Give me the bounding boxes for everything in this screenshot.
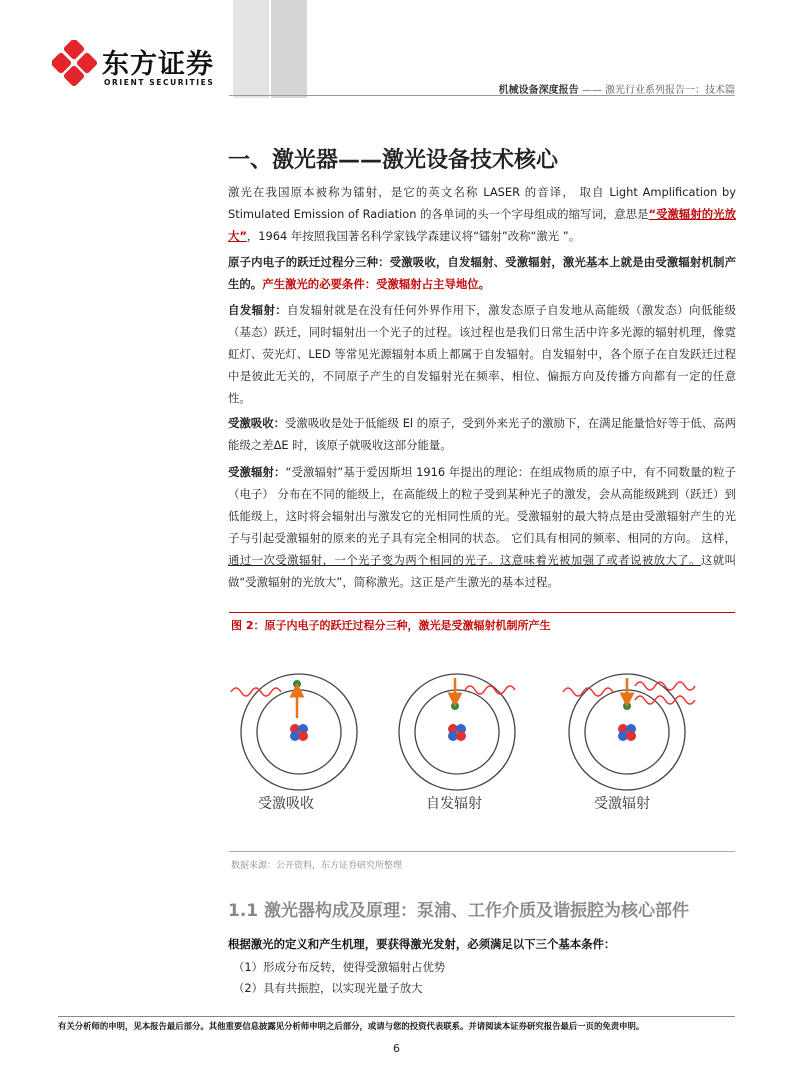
nucleus-icon [618,724,636,741]
atom-spontaneous [399,674,515,790]
report-type: 机械设备深度报告 [498,85,579,96]
key-point-text: 原子内电子的跃迁过程分三种：受激吸收，自发辐射、受激辐射，激光基本上就是由受激辐射机制产生的。 [228,255,736,291]
page-number: 6 [393,1042,400,1055]
stimulated-label: 受激辐射： [228,465,286,479]
company-logo [52,40,222,100]
paragraph-stimulated-emission [228,461,736,593]
absorption-text: 受激吸收是处于低能级 El 的原子，受到外来光子的激励下，在满足能量恰好等于低、高两能级之差ΔE 时，该原子就吸收这部分能量。 [228,416,736,452]
spontaneous-label: 自发辐射： [228,303,288,317]
stimulated-underline: 通过一次受激辐射，一个光子变为两个相同的光子。这意味着光被加强了或者说被放大了。 [228,553,701,567]
key-point-condition: 产生激光的必要条件：受激辐射占主导地位。 [262,277,491,291]
footer-divider [58,1016,735,1017]
electron-icon [451,702,459,710]
logo-text-en: ORIENT SECURITIES [104,78,215,87]
header-deco-bar [233,0,269,98]
paragraph-intro [228,181,736,247]
intro-text-end: ，1964 年按照我国著名科学家钱学森建议将“镭射”改称“激光 ”。 [246,229,581,243]
stimulated-text: “受激辐射”基于爱因斯坦 1916 年提出的理论：在组成物质的原子中，有不同数量的粒子（电子） 分布在不同的能级上，在高能级上的粒子受到某种光子的激发，会从高能级跳到（跃迁）到低能级上，这时将会辐射出与激发它的光相同性质的光。受激辐射的最大特点是由受激辐射产生的光子与引起受激辐射的原来的光子具有完全相同的状态。 它们具有相同的频率、相同的方向。 这样， [228,465,736,545]
label-stimulated: 受激辐射 [594,796,650,812]
electron-icon [623,702,631,710]
header-title [499,81,735,96]
condition-item: （2）具有共振腔，以实现光量子放大 [233,981,423,995]
intro-highlight: “受激辐射的光放大” [228,207,736,243]
figure-source: 数据来源：公开资料，东方证券研究所整理 [231,861,403,871]
figure-top-rule [229,612,735,613]
spontaneous-text: 自发辐射就是在没有任何外界作用下，激发态原子自发地从高能级（激发态）向低能级（基态）跃迁，同时辐射出一个光子的过程。该过程也是我们日常生活中许多光源的辐射机理，像霓虹灯、荧光灯、LED 等常见光源辐射本质上都属于自发辐射。自发辐射中，各个原子在自发跃迁过程中是彼此无关的，不同原子产生的自发辐射光在频率、相位、偏振方向及传播方向都有一定的任意性。 [228,303,736,405]
intro-text: 激光在我国原本被称为镭射，是它的英文名称 LASER 的音译， 取自 Light Amplification by Stimulated Emission of Radiation 的各单词的头一个字母组成的缩写词，意思是 [228,185,736,221]
atom-absorption [231,674,357,790]
label-spontaneous: 自发辐射 [426,796,482,812]
header-divider [229,95,735,96]
photon-wave-icon [231,688,281,696]
condition-item: （1）形成分布反转，使得受激辐射占优势 [233,960,446,974]
header-separator: —— [581,85,602,96]
subsection-title: 1.1 激光器构成及原理：泵浦、工作介质及谐振腔为核心部件 [228,901,690,921]
nucleus-icon [290,724,308,741]
logo-text-cn: 东方证券 [102,49,214,80]
series-title: 激光行业系列报告一：技术篇 [605,85,735,96]
photon-wave-icon [635,696,695,704]
footer-disclaimer: 有关分析师的申明，见本报告最后部分。其他重要信息披露见分析师申明之后部分，或请与您的投资代表联系。并请阅读本证券研究报告最后一页的免责申明。 [58,1021,645,1031]
absorption-label: 受激吸收： [228,416,286,430]
header-deco-bar [271,0,307,98]
nucleus-icon [448,724,466,741]
section-title: 一、激光器——激光设备技术核心 [228,148,559,173]
atom-stimulated [563,674,695,790]
logo-mark-icon [52,40,98,86]
figure-title: 图 2：原子内电子的跃迁过程分三种，激光是受激辐射机制所产生 [231,619,551,632]
figure-bottom-rule [229,851,735,852]
paragraph-key-point [228,251,736,295]
label-absorption: 受激吸收 [258,796,314,812]
electron-icon [293,680,301,688]
stimulated-text-end: 这就叫做“受激辐射的光放大”，简称激光。这正是产生激光的基本过程。 [228,553,736,589]
paragraph-stimulated-absorption [228,412,736,456]
conditions-intro: 根据激光的定义和产生机理，要获得激光发射，必须满足以下三个基本条件： [228,937,616,951]
paragraph-spontaneous-emission [228,299,736,409]
